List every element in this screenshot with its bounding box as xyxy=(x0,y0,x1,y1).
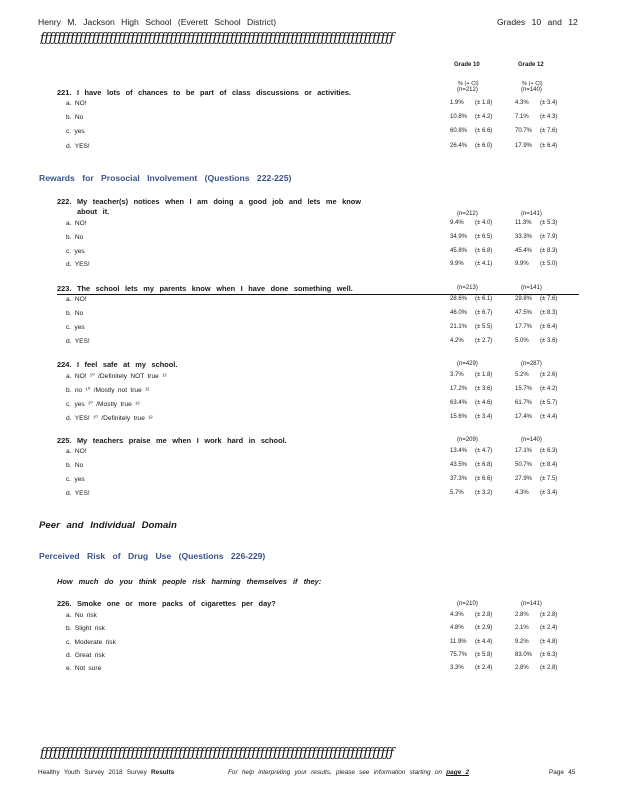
grade10-percent: 75.7% xyxy=(450,651,468,658)
grade10-ci: (± 1.8) xyxy=(475,372,493,378)
grade10-ci: (± 2.9) xyxy=(475,625,493,632)
footer-left xyxy=(38,769,174,776)
grade12-percent: 70.7% xyxy=(515,128,533,135)
response-label: a. No risk xyxy=(66,612,97,619)
q224-question: 224. I feel safe at my school. xyxy=(57,360,178,369)
grade12-ci: (± 2.8) xyxy=(540,665,558,672)
footer-page-number: Page 45 xyxy=(549,769,576,776)
grade10-percent: 3.3% xyxy=(450,665,464,672)
grade12-ci: (± 8.4) xyxy=(540,462,558,468)
q225-n-grade12: (n=140) xyxy=(521,437,542,443)
grade10-percent: 17.2% xyxy=(450,386,468,392)
q223-underline xyxy=(57,294,579,295)
response-label: c. yes xyxy=(66,476,85,483)
grade10-ci: (± 6.7) xyxy=(475,310,493,316)
grade12-ci: (± 4.8) xyxy=(540,638,558,645)
grade12-percent: 5.0% xyxy=(515,338,529,344)
response-label: b. no ¹⁰ /Mostly not true ¹² xyxy=(66,387,150,394)
grade10-percent: 46.0% xyxy=(450,310,468,316)
grade10-percent: 15.6% xyxy=(450,414,468,420)
grade12-ci: (± 8.3) xyxy=(540,310,558,316)
grade12-percent: 45.4% xyxy=(515,247,533,254)
grade10-ci: (± 4.6) xyxy=(475,400,493,406)
q223-n-grade12: (n=141) xyxy=(521,285,542,291)
grade10-ci: (± 2.8) xyxy=(475,612,493,618)
grade10-percent: 9.9% xyxy=(450,261,464,268)
grade10-ci: (± 6.8) xyxy=(475,462,493,468)
grade12-percent: 9.2% xyxy=(515,638,529,645)
domain-title: Peer and Individual Domain xyxy=(39,520,177,531)
q226-n-grade10: (n=210) xyxy=(457,601,478,607)
q221-question: 221. I have lots of chances to be part of class discussions or activities. xyxy=(57,88,351,97)
q222-n-grade12: (n=141) xyxy=(521,211,542,217)
grade12-ci: (± 4.2) xyxy=(540,386,558,392)
grade10-ci: (± 4.7) xyxy=(475,448,493,454)
grade12-percent: 2.8% xyxy=(515,665,529,672)
grade10-percent: 4.8% xyxy=(450,625,464,632)
grade12-ci: (± 6.4) xyxy=(540,142,558,149)
grade10-ci: (± 5.8) xyxy=(475,651,493,658)
grade12-ci: (± 6.4) xyxy=(540,324,558,330)
grade12-ci: (± 2.6) xyxy=(540,372,558,378)
grade12-percent: 11.3% xyxy=(515,220,532,226)
footer-results: Results xyxy=(151,769,175,776)
grade10-percent: 13.4% xyxy=(450,448,468,454)
q223-n-grade10: (n=213) xyxy=(457,285,478,291)
response-label: b. No xyxy=(66,114,84,122)
grade12-percent: 15.7% xyxy=(515,386,533,392)
grade12-percent: 17.7% xyxy=(515,324,533,330)
response-label: a. NO! xyxy=(66,448,87,455)
grade10-percent: 1.9% xyxy=(450,100,464,106)
response-label: d. Great risk xyxy=(66,651,105,659)
grade12-percent: 4.3% xyxy=(515,490,529,496)
grade10-ci: (± 6.0) xyxy=(475,142,493,149)
grade10-pct-ci-label: % (+ CI) xyxy=(458,81,479,87)
grade12-percent: 27.9% xyxy=(515,476,533,482)
grade12-ci: (± 7.6) xyxy=(540,296,558,302)
grade12-percent: 2.1% xyxy=(515,625,529,632)
risk-intro: How much do you think people risk harming themselves if they: xyxy=(57,577,322,586)
grade12-ci: (± 5.3) xyxy=(540,220,558,226)
grade12-ci: (± 3.4) xyxy=(540,490,558,496)
q224-n-grade12: (n=287) xyxy=(521,361,542,367)
grade10-ci: (± 6.6) xyxy=(475,128,493,135)
grade12-percent: 2.8% xyxy=(515,612,529,618)
grade10-ci: (± 4.2) xyxy=(475,114,493,121)
grade12-percent: 50.7% xyxy=(515,462,533,468)
grade10-ci: (± 6.1) xyxy=(475,296,493,302)
grade10-percent: 21.1% xyxy=(450,324,468,330)
grade12-percent: 17.1% xyxy=(515,448,533,454)
grade10-ci: (± 5.5) xyxy=(475,324,493,330)
response-label: e. Not sure xyxy=(66,665,102,673)
grade10-ci: (± 4.4) xyxy=(475,638,493,645)
grade12-ci: (± 4.3) xyxy=(540,114,558,121)
response-label: c. yes xyxy=(66,128,85,136)
grade12-percent: 17.4% xyxy=(515,414,533,420)
grade12-percent: 5.2% xyxy=(515,372,529,378)
grade10-ci: (± 6.5) xyxy=(475,233,493,240)
response-label: b. No xyxy=(66,462,84,469)
footer-help-text: For help interpreting your results, please see information starting on xyxy=(228,769,442,776)
grade10-percent: 11.9% xyxy=(450,638,467,645)
grade10-ci: (± 3.4) xyxy=(475,414,493,420)
grade10-percent: 43.5% xyxy=(450,462,468,468)
grade12-ci: (± 2.8) xyxy=(540,612,558,618)
grade10-percent: 9.4% xyxy=(450,220,464,226)
grade12-ci: (± 6.3) xyxy=(540,448,558,454)
footer-survey-name: Healthy Youth Survey 2018 Survey xyxy=(38,769,147,776)
q224-n-grade10: (n=429) xyxy=(457,361,478,367)
grade10-percent: 34.9% xyxy=(450,233,468,240)
footer-page-link[interactable]: page 2 xyxy=(446,769,469,776)
grade12-column-heading: Grade 12 xyxy=(518,62,544,68)
response-label: b. No xyxy=(66,310,84,317)
grade10-ci: (± 2.4) xyxy=(475,665,493,672)
grade12-percent: 33.3% xyxy=(515,233,533,240)
q225-question: 225. My teachers praise me when I work hard in school. xyxy=(57,436,287,445)
grade10-percent: 3.7% xyxy=(450,372,464,378)
grade12-ci: (± 5.7) xyxy=(540,400,558,406)
response-label: a. NO! xyxy=(66,100,87,107)
response-label: d. YES! xyxy=(66,261,90,269)
q223-question: 223. The school lets my parents know when I have done something well. xyxy=(57,284,353,293)
decorative-divider-bottom: ƒƒƒƒƒƒƒƒƒƒƒƒƒƒƒƒƒƒƒƒƒƒƒƒƒƒƒƒƒƒƒƒƒƒƒƒƒƒƒƒƒƒƒƒƒƒƒƒƒƒƒƒƒƒƒƒƒƒƒƒƒƒƒƒƒƒƒƒƒƒƒƒƒƒƒƒƒƒƒƒƒƒ xyxy=(40,746,394,761)
grades-header: Grades 10 and 12 xyxy=(497,17,578,27)
grade10-ci: (± 1.8) xyxy=(475,100,493,106)
response-label: b. No xyxy=(66,233,84,241)
grade10-percent: 28.6% xyxy=(450,296,468,302)
response-label: b. Slight risk xyxy=(66,625,105,633)
grade10-ci: (± 3.6) xyxy=(475,386,493,392)
q222-question-cont: about it. xyxy=(77,207,110,216)
section-title-rewards: Rewards for Prosocial Involvement (Questions 222-225) xyxy=(39,173,292,183)
grade10-ci: (± 4.0) xyxy=(475,220,493,226)
grade10-ci: (± 6.6) xyxy=(475,476,493,482)
response-label: c. yes xyxy=(66,247,85,255)
grade10-percent: 60.8% xyxy=(450,128,468,135)
q226-n-grade12: (n=141) xyxy=(521,601,542,607)
grade10-ci: (± 2.7) xyxy=(475,338,493,344)
grade12-ci: (± 7.9) xyxy=(540,233,558,240)
grade10-percent: 45.8% xyxy=(450,247,468,254)
grade10-ci: (± 6.8) xyxy=(475,247,493,254)
grade12-ci: (± 5.0) xyxy=(540,261,558,268)
grade12-percent: 83.0% xyxy=(515,651,533,658)
q226-question: 226. Smoke one or more packs of cigarettes per day? xyxy=(57,599,276,608)
grade10-ci: (± 3.2) xyxy=(475,490,493,496)
grade12-percent: 61.7% xyxy=(515,400,533,406)
grade12-ci: (± 4.4) xyxy=(540,414,558,420)
grade10-percent: 10.8% xyxy=(450,114,468,121)
response-label: d. YES! xyxy=(66,142,90,150)
grade12-percent: 17.9% xyxy=(515,142,533,149)
decorative-divider-top: ƒƒƒƒƒƒƒƒƒƒƒƒƒƒƒƒƒƒƒƒƒƒƒƒƒƒƒƒƒƒƒƒƒƒƒƒƒƒƒƒƒƒƒƒƒƒƒƒƒƒƒƒƒƒƒƒƒƒƒƒƒƒƒƒƒƒƒƒƒƒƒƒƒƒƒƒƒƒƒƒƒƒ xyxy=(40,31,394,46)
grade10-percent: 4.3% xyxy=(450,612,464,618)
footer-help xyxy=(228,769,469,776)
q222-question: 222. My teacher(s) notices when I am doing a good job and lets me know xyxy=(57,197,362,206)
grade12-pct-ci-label: % (+ CI) xyxy=(522,81,543,87)
grade12-ci: (± 3.4) xyxy=(540,100,558,106)
response-label: a. NO! ¹⁰ /Definitely NOT true ¹² xyxy=(66,373,167,380)
response-label: d. YES! xyxy=(66,338,90,345)
grade12-ci: (± 7.5) xyxy=(540,476,558,482)
grade12-percent: 4.3% xyxy=(515,100,529,106)
q221-n-grade12: (n=140) xyxy=(521,87,542,93)
grade12-ci: (± 2.4) xyxy=(540,625,558,632)
grade12-percent: 7.1% xyxy=(515,114,529,121)
grade12-ci: (± 6.3) xyxy=(540,651,558,658)
grade10-ci: (± 4.1) xyxy=(475,261,493,268)
grade10-percent: 63.4% xyxy=(450,400,468,406)
grade12-ci: (± 7.6) xyxy=(540,128,558,135)
grade12-ci: (± 3.6) xyxy=(540,338,558,344)
school-header: Henry M. Jackson High School (Everett School District) xyxy=(38,17,277,27)
grade10-percent: 4.2% xyxy=(450,338,464,344)
response-label: d. YES! ¹⁰ /Definitely true ¹² xyxy=(66,415,153,422)
response-label: c. Moderate risk xyxy=(66,638,116,646)
response-label: a. NO! xyxy=(66,220,87,227)
response-label: c. yes xyxy=(66,324,85,331)
q221-n-grade10: (n=212) xyxy=(457,87,478,93)
q225-n-grade10: (n=209) xyxy=(457,437,478,443)
response-label: d. YES! xyxy=(66,490,90,497)
grade12-percent: 9.9% xyxy=(515,261,529,268)
grade12-percent: 29.8% xyxy=(515,296,533,302)
grade12-percent: 47.5% xyxy=(515,310,533,316)
grade10-percent: 5.7% xyxy=(450,490,464,496)
grade12-ci: (± 8.3) xyxy=(540,247,558,254)
grade10-column-heading: Grade 10 xyxy=(454,62,480,68)
q222-n-grade10: (n=212) xyxy=(457,211,478,217)
response-label: c. yes ¹⁰ /Mostly true ¹² xyxy=(66,401,140,408)
section-title-risk: Perceived Risk of Drug Use (Questions 226-229) xyxy=(39,551,266,561)
grade10-percent: 37.3% xyxy=(450,476,468,482)
grade10-percent: 26.4% xyxy=(450,142,468,149)
response-label: a. NO! xyxy=(66,296,87,303)
